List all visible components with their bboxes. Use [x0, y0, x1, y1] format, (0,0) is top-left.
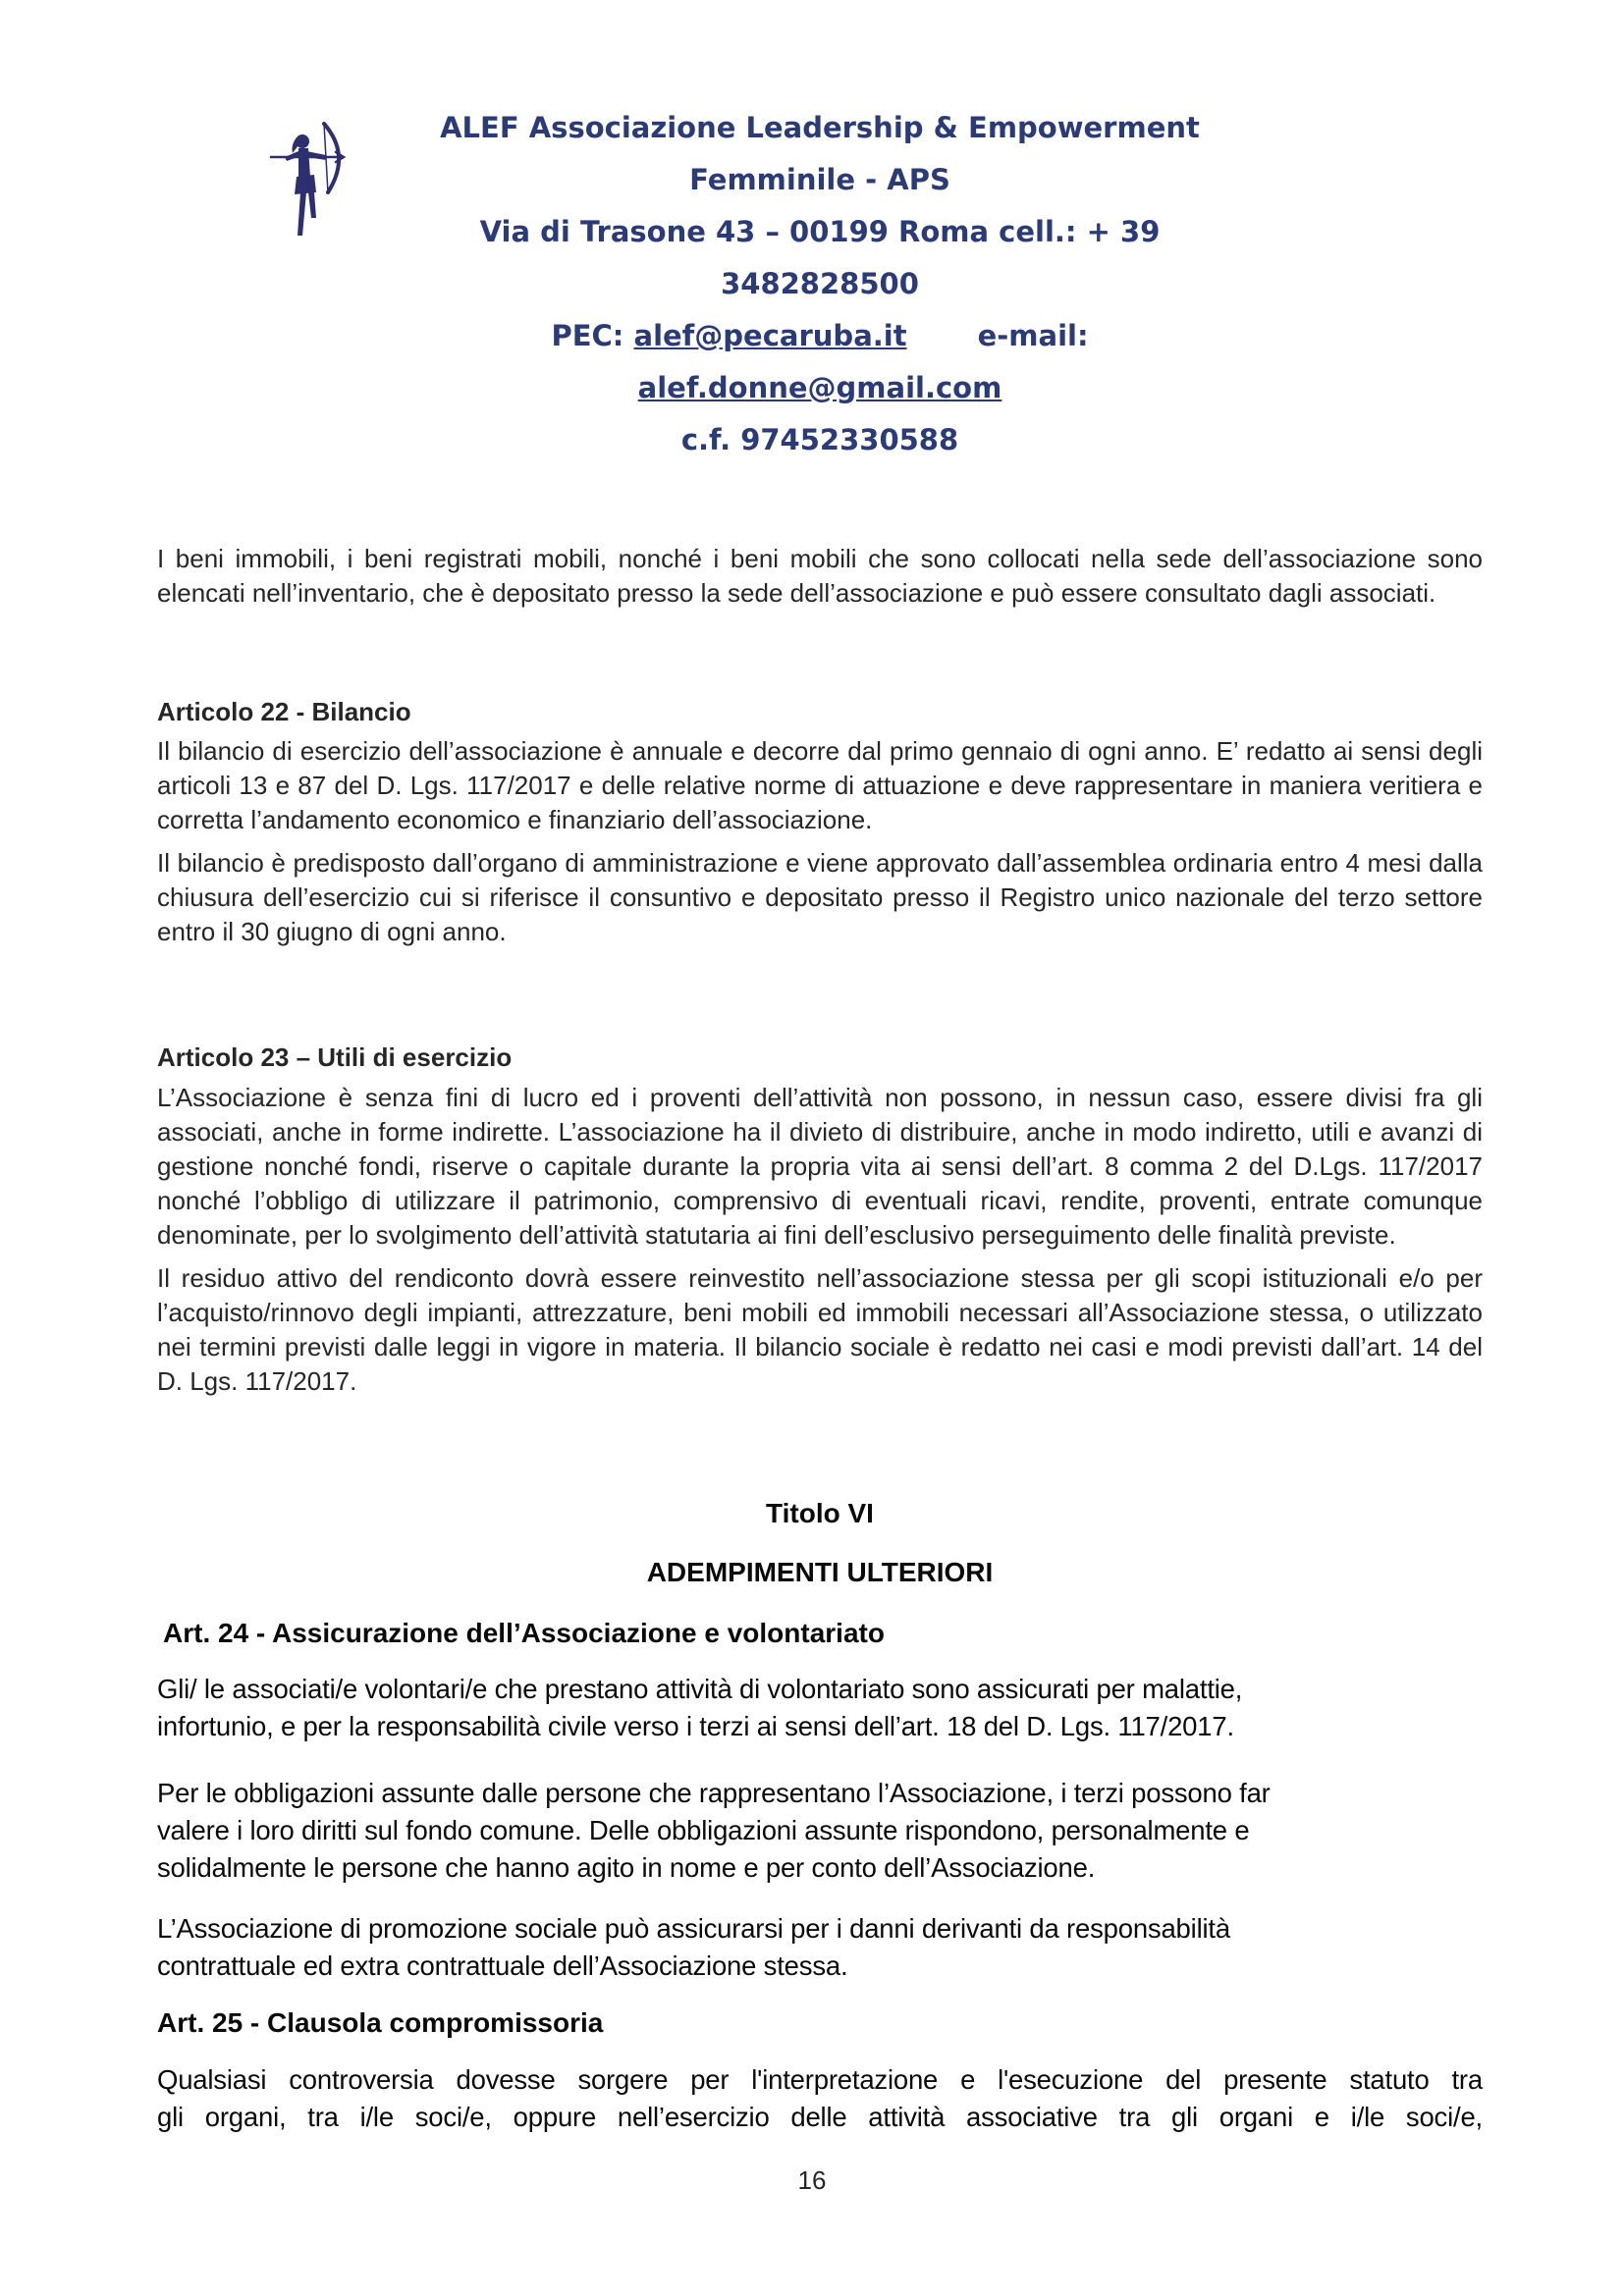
address-line1: Via di Trasone 43 – 00199 Roma cell.: + 39 — [479, 215, 1161, 248]
pec-label: PEC: — [551, 319, 624, 352]
letterhead — [393, 102, 1247, 466]
article-22-heading: Articolo 22 - Bilancio — [157, 697, 411, 726]
article-22-body — [157, 734, 1483, 949]
pec-link[interactable]: alef@pecaruba.it — [633, 319, 907, 352]
article-23-paragraph-2: Il residuo attivo del rendiconto dovrà essere reinvestito nell’associazione stessa per gli scopi istituzionali e/o per l’acquisto/rinnovo degli impianti, attrezzature, beni mobili ed immobili necessari all’Associazione stessa, o utilizzato nei termini previsti dalle leggi in vigore in materia. Il bilancio sociale è redatto nei casi e modi previsti dall’art. 14 del D. Lgs. 117/2017. — [157, 1263, 1483, 1396]
article-25-p1-line1: Qualsiasi controversia dovesse sorgere per l'interpretazione e l'esecuzione del presente statuto tra — [157, 2064, 1483, 2095]
article-24-p1-line1: Gli/ le associati/e volontari/e che prestano attività di volontariato sono assicurati per malattie, — [157, 1674, 1243, 1704]
contact-line — [393, 310, 1247, 362]
titolo-name: ADEMPIMENTI ULTERIORI — [646, 1557, 994, 1587]
article-25-p1-line2: gli organi, tra i/le soci/e, oppure nell’esercizio delle attività associative tra gli organi e i/le soci/e, — [157, 2102, 1483, 2132]
fiscal-code: c.f. 97452330588 — [680, 423, 959, 456]
article-25-heading: Art. 25 - Clausola compromissoria — [157, 2007, 604, 2038]
article-24-paragraph-3 — [157, 1910, 1492, 1985]
org-name-line2: Femminile - APS — [689, 163, 950, 196]
article-24-paragraph-1 — [157, 1671, 1492, 1745]
archer-logo-icon — [263, 116, 361, 243]
address-line2: 3482828500 — [721, 267, 919, 300]
article-24-p3-line2: contrattuale ed extra contrattuale dell’Associazione stessa. — [157, 1950, 848, 1981]
article-25-paragraph-1 — [157, 2061, 1483, 2136]
email-label: e-mail: — [977, 319, 1089, 352]
article-24-p2-line1: Per le obbligazioni assunte dalle persone che rappresentano l’Associazione, i terzi possono far — [157, 1778, 1271, 1808]
page-number: 16 — [797, 2165, 827, 2195]
article-22-paragraph-2: Il bilancio è predisposto dall’organo di amministrazione e viene approvato dall’assemblea ordinaria entro 4 mesi dalla chiusura dell’esercizio cui si riferisce il consuntivo e depositato presso il Registro unico nazionale del terzo settore entro il 30 giugno di ogni anno. — [157, 848, 1483, 946]
org-name-line1: ALEF Associazione Leadership & Empowerment — [440, 111, 1200, 144]
intro-paragraph — [157, 542, 1483, 611]
article-23-body — [157, 1081, 1483, 1399]
titolo-number: Titolo VI — [766, 1498, 874, 1528]
article-24-p1-line2: infortunio, e per la responsabilità civile verso i terzi ai sensi dell’art. 18 del D. Lgs. 117/2017. — [157, 1711, 1234, 1741]
article-23-paragraph-1: L’Associazione è senza fini di lucro ed i proventi dell’attività non possono, in nessun caso, essere divisi fra gli associati, anche in forme indirette. L’associazione ha il divieto di distribuire, anche in modo indiretto, utili e avanzi di gestione nonché fondi, riserve o capitale durante la propria vita ai sensi dell’art. 8 comma 2 del D.Lgs. 117/2017 nonché l’obbligo di utilizzare il patrimonio, comprensivo di eventuali ricavi, rendite, proventi, entrate comunque denominate, per lo svolgimento dell’attività statutaria ai fini dell’esclusivo perseguimento delle finalità previste. — [157, 1083, 1483, 1250]
article-24-p2-line3: solidalmente le persone che hanno agito in nome e per conto dell’Associazione. — [157, 1852, 1096, 1883]
article-24-paragraph-2 — [157, 1775, 1492, 1887]
article-22-paragraph-1: Il bilancio di esercizio dell’associazione è annuale e decorre dal primo gennaio di ogni anno. E’ redatto ai sensi degli articoli 13 e 87 del D. Lgs. 117/2017 e delle relative norme di attuazione e deve rappresentare in maniera veritiera e corretta l’andamento economico e finanziario dell’associazione. — [157, 736, 1483, 834]
article-24-p3-line1: L’Associazione di promozione sociale può assicurarsi per i danni derivanti da responsabilità — [157, 1913, 1230, 1944]
email-link[interactable]: alef.donne@gmail.com — [637, 371, 1002, 404]
article-23-heading: Articolo 23 – Utili di esercizio — [157, 1042, 513, 1072]
intro-text: I beni immobili, i beni registrati mobili, nonché i beni mobili che sono collocati nella sede dell’associazione sono elencati nell’inventario, che è depositato presso la sede dell’associazione e può essere consultato dagli associati. — [157, 544, 1483, 608]
article-24-heading: Art. 24 - Assicurazione dell’Associazione e volontariato — [163, 1618, 885, 1648]
article-24-p2-line2: valere i loro diritti sul fondo comune. Delle obbligazioni assunte rispondono, personalmente e — [157, 1815, 1250, 1845]
